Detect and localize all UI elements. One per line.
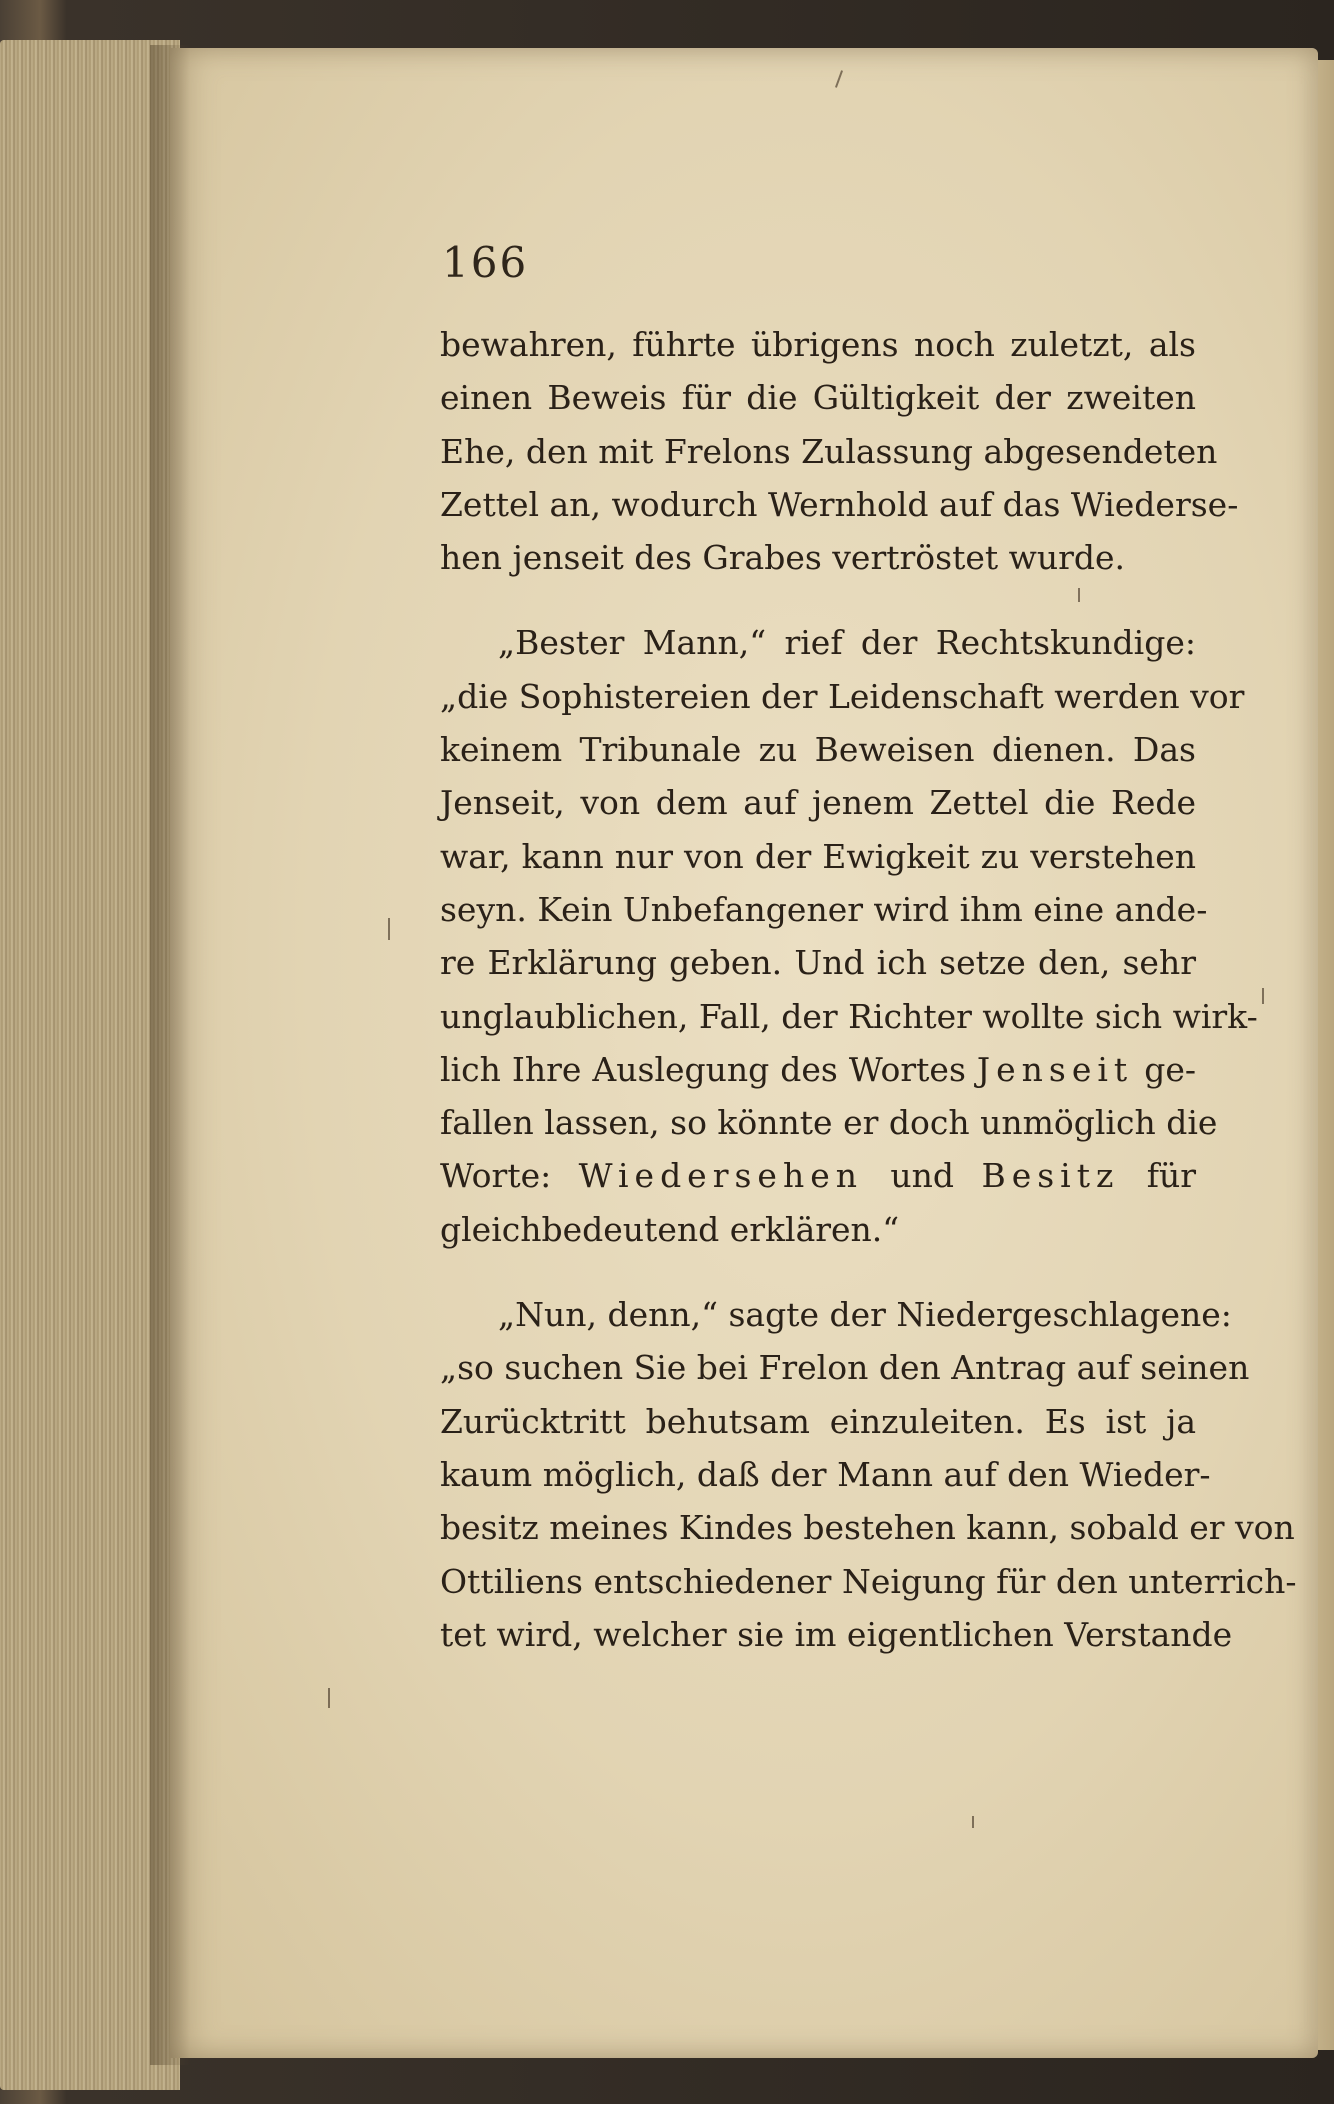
text-line: Zurücktritt behutsam einzuleiten. Es ist ja <box>440 1401 1196 1441</box>
page-number: 166 <box>442 238 529 287</box>
paragraph-gap <box>440 1256 1196 1288</box>
text-line: tet wird, welcher sie im eigentlichen Verstande <box>440 1614 1233 1654</box>
text-line: einen Beweis für die Gültigkeit der zweiten <box>440 378 1196 418</box>
text-run: für <box>1119 1156 1196 1196</box>
text-run: ge- <box>1133 1049 1196 1089</box>
text-run: lich Ihre Auslegung des Wortes <box>440 1049 977 1089</box>
text-line: re Erklärung geben. Und ich setze den, sehr <box>440 943 1196 983</box>
text-line: „so suchen Sie bei Frelon den Antrag auf seinen <box>440 1348 1250 1388</box>
text-line: Zettel an, wodurch Wernhold auf das Wiederse- <box>440 484 1239 524</box>
paragraph-1 <box>440 318 1239 584</box>
text-line: keinem Tribunale zu Beweisen dienen. Das <box>440 730 1196 770</box>
text-line <box>440 1043 1196 1096</box>
body-text <box>440 318 1297 1661</box>
paper-speck <box>1262 988 1264 1004</box>
text-line: Jenseit, von dem auf jenem Zettel die Rede <box>440 783 1196 823</box>
text-run: Worte: <box>440 1156 579 1196</box>
paper-speck <box>328 1688 330 1708</box>
text-line: bewahren, führte übrigens noch zuletzt, als <box>440 325 1196 364</box>
text-run: und <box>863 1156 982 1196</box>
text-line: hen jenseit des Grabes vertröstet wurde. <box>440 538 1126 578</box>
paragraph-3 <box>440 1288 1297 1661</box>
text-line: „Nun, denn,“ sagte der Niedergeschlagene: <box>498 1295 1232 1335</box>
text-line: fallen lassen, so könnte er doch unmöglich die <box>440 1103 1218 1143</box>
spine-shadow <box>150 45 190 2065</box>
text-line: Ehe, den mit Frelons Zulassung abgesendeten <box>440 431 1218 471</box>
paragraph-2 <box>440 616 1258 1256</box>
text-line: Ottiliens entschiedener Neigung für den unterrich- <box>440 1561 1297 1601</box>
spaced-emphasis: Jenseit <box>976 1049 1134 1089</box>
text-line: unglaublichen, Fall, der Richter wollte sich wirk- <box>440 996 1258 1036</box>
text-line: „Bester Mann,“ rief der Rechtskundige: <box>498 623 1196 663</box>
text-line: besitz meines Kindes bestehen kann, sobald er von <box>440 1508 1295 1548</box>
text-line: seyn. Kein Unbefangener wird ihm eine ande- <box>440 889 1208 929</box>
text-line: war, kann nur von der Ewigkeit zu verstehen <box>440 836 1196 876</box>
paper-speck <box>972 1816 974 1828</box>
text-line <box>440 1149 1196 1202</box>
paper-speck <box>388 918 390 940</box>
text-line: gleichbedeutend erklären.“ <box>440 1209 900 1249</box>
text-line: „die Sophistereien der Leidenschaft werden vor <box>440 676 1245 716</box>
paragraph-gap <box>440 584 1196 616</box>
text-line: kaum möglich, daß der Mann auf den Wieder- <box>440 1454 1211 1494</box>
spaced-emphasis: Besitz <box>981 1156 1120 1196</box>
spaced-emphasis: Wiedersehen <box>578 1156 863 1196</box>
